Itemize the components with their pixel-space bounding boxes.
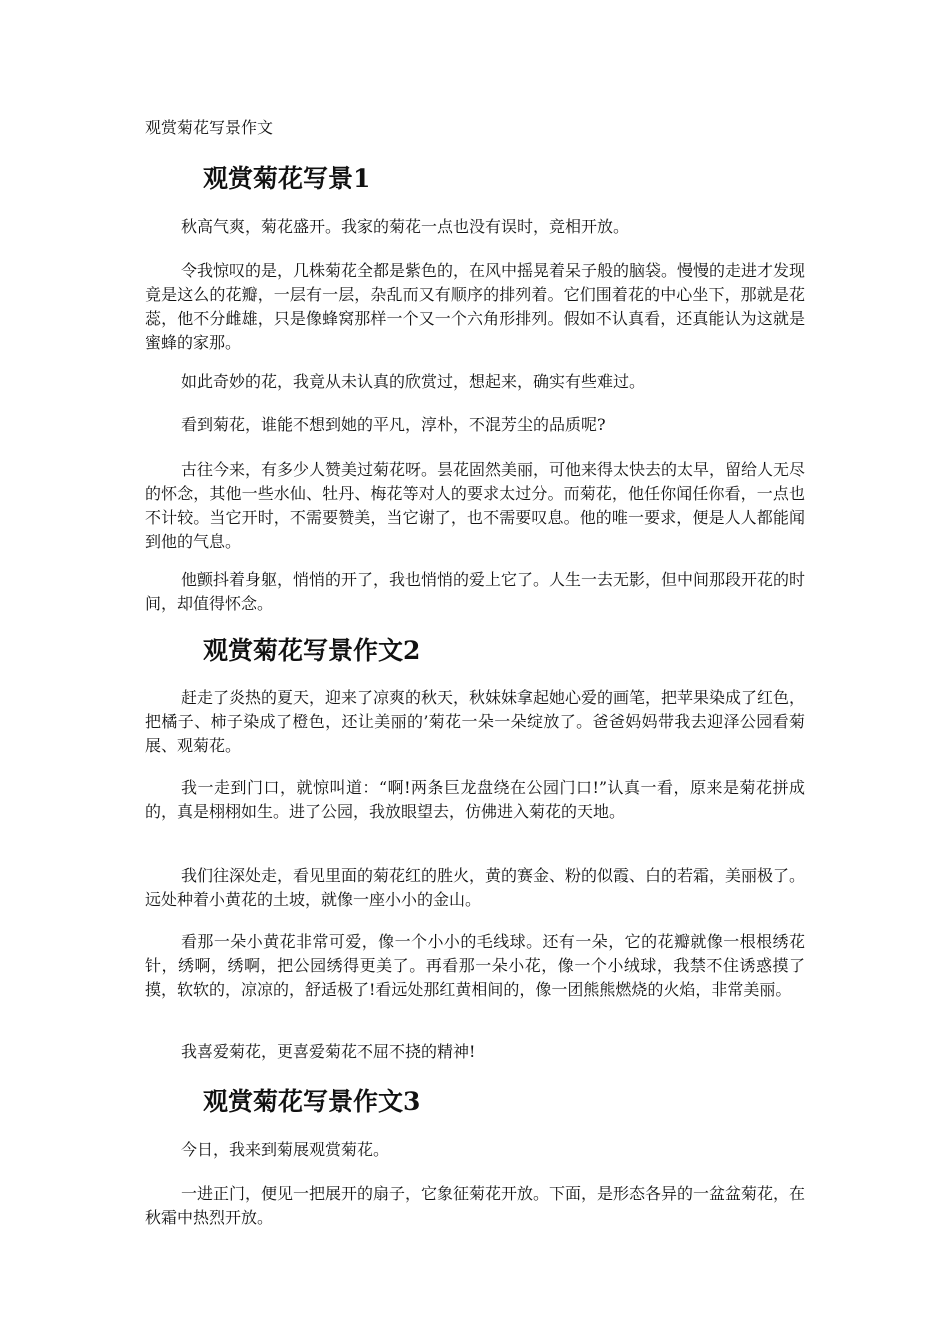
- section-heading-1: 观赏菊花写景1: [203, 164, 371, 193]
- paragraph: 古往今来，有多少人赞美过菊花呀。昙花固然美丽，可他来得太快去的太早，留给人无尽的怀念，其他一些水仙、牡丹、梅花等对人的要求太过分。而菊花，他任你闻任你看，一点也不计较。当它开时，不需要赞美，当它谢了，也不需要叹息。他的唯一要求，便是人人都能闻到他的气息。: [145, 460, 806, 551]
- paragraph: 一进正门，便见一把展开的扇子，它象征菊花开放。下面，是形态各异的一盆盆菊花，在秋霜中热烈开放。: [145, 1184, 806, 1227]
- paragraph: 令我惊叹的是，几株菊花全都是紫色的，在风中摇晃着呆子般的脑袋。慢慢的走进才发现竟是这么的花瓣，一层有一层，杂乱而又有顺序的排列着。它们围着花的中心坐下，那就是花蕊，他不分雌雄，只是像蜂窝那样一个又一个六角形排列。假如不认真看，还真能认为这就是蜜蜂的家那。: [145, 261, 806, 352]
- section-heading-2: 观赏菊花写景作文2: [203, 636, 421, 665]
- section-heading-3: 观赏菊花写景作文3: [203, 1087, 421, 1116]
- paragraph: 看那一朵小黄花非常可爱，像一个小小的毛线球。还有一朵，它的花瓣就像一根根绣花针，绣啊，绣啊，把公园绣得更美了。再看那一朵小花，像一个小绒球，我禁不住诱惑摸了摸，软软的，凉凉的，舒适极了!看远处那红黄相间的，像一团熊熊燃烧的火焰，非常美丽。: [145, 932, 805, 999]
- paragraph: 我们往深处走，看见里面的菊花红的胜火，黄的赛金、粉的似霞、白的若霜，美丽极了。远处种着小黄花的土坡，就像一座小小的金山。: [145, 866, 806, 909]
- paragraph: 他颤抖着身躯，悄悄的开了，我也悄悄的爱上它了。人生一去无影，但中间那段开花的时间，却值得怀念。: [145, 570, 806, 613]
- paragraph: 我一走到门口，就惊叫道：“啊!两条巨龙盘绕在公园门口!”认真一看，原来是菊花拼成的，真是栩栩如生。进了公园，我放眼望去，仿佛进入菊花的天地。: [145, 778, 805, 821]
- document-title: 观赏菊花写景作文: [145, 118, 274, 137]
- paragraph: 今日，我来到菊展观赏菊花。: [181, 1140, 390, 1159]
- paragraph: 看到菊花，谁能不想到她的平凡，淳朴，不混芳尘的品质呢?: [181, 415, 606, 434]
- paragraph: 赶走了炎热的夏天，迎来了凉爽的秋天，秋妹妹拿起她心爱的画笔，把苹果染成了红色，把橘子、柿子染成了橙色，还让美丽的’菊花一朵一朵绽放了。爸爸妈妈带我去迎泽公园看菊展、观菊花。: [145, 688, 806, 755]
- paragraph: 秋高气爽，菊花盛开。我家的菊花一点也没有误时，竞相开放。: [181, 217, 630, 236]
- paragraph: 我喜爱菊花，更喜爱菊花不屈不挠的精神!: [181, 1042, 476, 1061]
- paragraph: 如此奇妙的花，我竟从未认真的欣赏过，想起来，确实有些难过。: [181, 372, 646, 391]
